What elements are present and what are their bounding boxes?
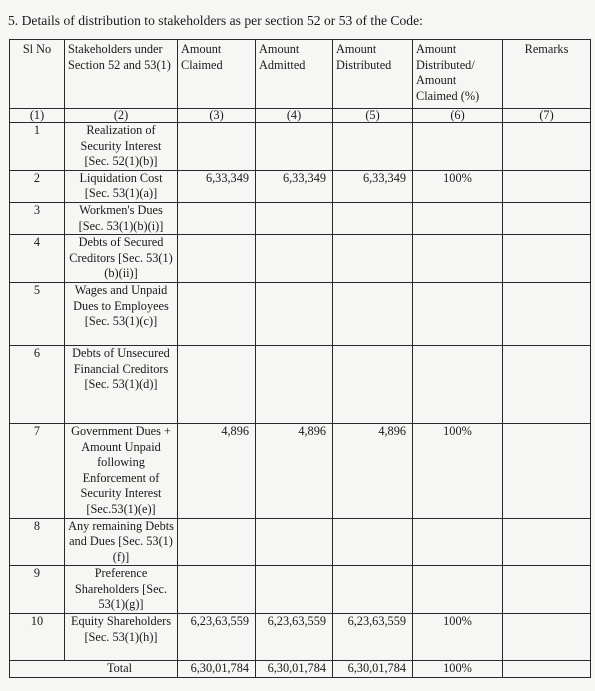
row-amount-admitted: 4,896 (256, 423, 333, 518)
row-amount-claimed (178, 202, 256, 234)
row-amount-distributed (333, 518, 413, 566)
row-remarks (503, 345, 591, 423)
row-amount-distributed (333, 202, 413, 234)
total-row (10, 661, 591, 678)
row-percent (413, 282, 503, 345)
row-amount-admitted: 6,33,349 (256, 170, 333, 202)
header-percent: Amount Distributed/ Amount Claimed (%) (413, 40, 503, 109)
row-percent (413, 345, 503, 423)
total-amount-admitted: 6,30,01,784 (256, 661, 333, 678)
row-amount-distributed: 6,33,349 (333, 170, 413, 202)
row-sl-no: 8 (10, 518, 65, 566)
row-sl-no: 7 (10, 423, 65, 518)
row-amount-distributed: 6,23,63,559 (333, 614, 413, 661)
row-amount-distributed (333, 235, 413, 283)
row-amount-claimed (178, 123, 256, 171)
colno-5: (5) (333, 109, 413, 123)
row-sl-no: 2 (10, 170, 65, 202)
row-sl-no: 1 (10, 123, 65, 171)
row-stakeholder: Any remaining Debts and Dues [Sec. 53(1)(f)] (65, 518, 178, 566)
table-row (10, 282, 591, 345)
row-remarks (503, 170, 591, 202)
header-stakeholders: Stakeholders under Section 52 and 53(1) (65, 40, 178, 109)
total-label: Total (10, 661, 178, 678)
header-row (10, 40, 591, 109)
table-row (10, 202, 591, 234)
row-stakeholder: Realization of Security Interest [Sec. 52(1)(b)] (65, 123, 178, 171)
row-amount-claimed: 6,23,63,559 (178, 614, 256, 661)
row-amount-distributed (333, 282, 413, 345)
table-row (10, 123, 591, 171)
row-sl-no: 10 (10, 614, 65, 661)
row-amount-distributed: 4,896 (333, 423, 413, 518)
row-amount-admitted (256, 345, 333, 423)
header-amount-admitted: Amount Admitted (256, 40, 333, 109)
row-percent (413, 235, 503, 283)
header-remarks: Remarks (503, 40, 591, 109)
header-sl-no: Sl No (10, 40, 65, 109)
row-stakeholder: Debts of Unsecured Financial Creditors [Sec. 53(1)(d)] (65, 345, 178, 423)
table-row (10, 423, 591, 518)
row-percent (413, 566, 503, 614)
row-stakeholder: Equity Shareholders [Sec. 53(1)(h)] (65, 614, 178, 661)
row-stakeholder: Wages and Unpaid Dues to Employees [Sec. 53(1)(c)] (65, 282, 178, 345)
row-amount-admitted (256, 518, 333, 566)
row-amount-admitted (256, 282, 333, 345)
table-row (10, 235, 591, 283)
row-remarks (503, 282, 591, 345)
total-amount-claimed: 6,30,01,784 (178, 661, 256, 678)
distribution-table (9, 39, 591, 678)
row-amount-claimed: 4,896 (178, 423, 256, 518)
colno-4: (4) (256, 109, 333, 123)
row-percent: 100% (413, 614, 503, 661)
row-amount-claimed (178, 345, 256, 423)
header-amount-distributed: Amount Distributed (333, 40, 413, 109)
colno-2: (2) (65, 109, 178, 123)
row-amount-admitted (256, 235, 333, 283)
row-amount-distributed (333, 566, 413, 614)
row-amount-claimed (178, 566, 256, 614)
table-row (10, 170, 591, 202)
row-amount-claimed (178, 518, 256, 566)
row-amount-claimed (178, 282, 256, 345)
row-percent: 100% (413, 170, 503, 202)
row-remarks (503, 123, 591, 171)
row-percent: 100% (413, 423, 503, 518)
row-stakeholder: Debts of Secured Creditors [Sec. 53(1)(b)(ii)] (65, 235, 178, 283)
header-amount-claimed: Amount Claimed (178, 40, 256, 109)
colno-1: (1) (10, 109, 65, 123)
row-percent (413, 518, 503, 566)
row-stakeholder: Government Dues + Amount Unpaid following Enforcement of Security Interest [Sec.53(1)(e)] (65, 423, 178, 518)
table-row (10, 345, 591, 423)
row-percent (413, 123, 503, 171)
row-remarks (503, 202, 591, 234)
row-remarks (503, 518, 591, 566)
colno-7: (7) (503, 109, 591, 123)
row-remarks (503, 566, 591, 614)
row-amount-distributed (333, 345, 413, 423)
row-remarks (503, 423, 591, 518)
table-row (10, 518, 591, 566)
row-amount-admitted (256, 202, 333, 234)
total-percent: 100% (413, 661, 503, 678)
row-stakeholder: Preference Shareholders [Sec. 53(1)(g)] (65, 566, 178, 614)
table-row (10, 614, 591, 661)
colno-3: (3) (178, 109, 256, 123)
row-remarks (503, 235, 591, 283)
row-amount-distributed (333, 123, 413, 171)
row-amount-claimed: 6,33,349 (178, 170, 256, 202)
row-stakeholder: Liquidation Cost [Sec. 53(1)(a)] (65, 170, 178, 202)
row-sl-no: 6 (10, 345, 65, 423)
table-row (10, 566, 591, 614)
row-remarks (503, 614, 591, 661)
row-amount-admitted (256, 566, 333, 614)
row-percent (413, 202, 503, 234)
total-remarks (503, 661, 591, 678)
row-sl-no: 5 (10, 282, 65, 345)
row-amount-claimed (178, 235, 256, 283)
colno-6: (6) (413, 109, 503, 123)
section-heading: 5. Details of distribution to stakeholders as per section 52 or 53 of the Code: (8, 13, 423, 28)
row-amount-admitted: 6,23,63,559 (256, 614, 333, 661)
row-amount-admitted (256, 123, 333, 171)
row-stakeholder: Workmen's Dues [Sec. 53(1)(b)(i)] (65, 202, 178, 234)
row-sl-no: 3 (10, 202, 65, 234)
row-sl-no: 9 (10, 566, 65, 614)
column-number-row (10, 109, 591, 123)
row-sl-no: 4 (10, 235, 65, 283)
total-amount-distributed: 6,30,01,784 (333, 661, 413, 678)
